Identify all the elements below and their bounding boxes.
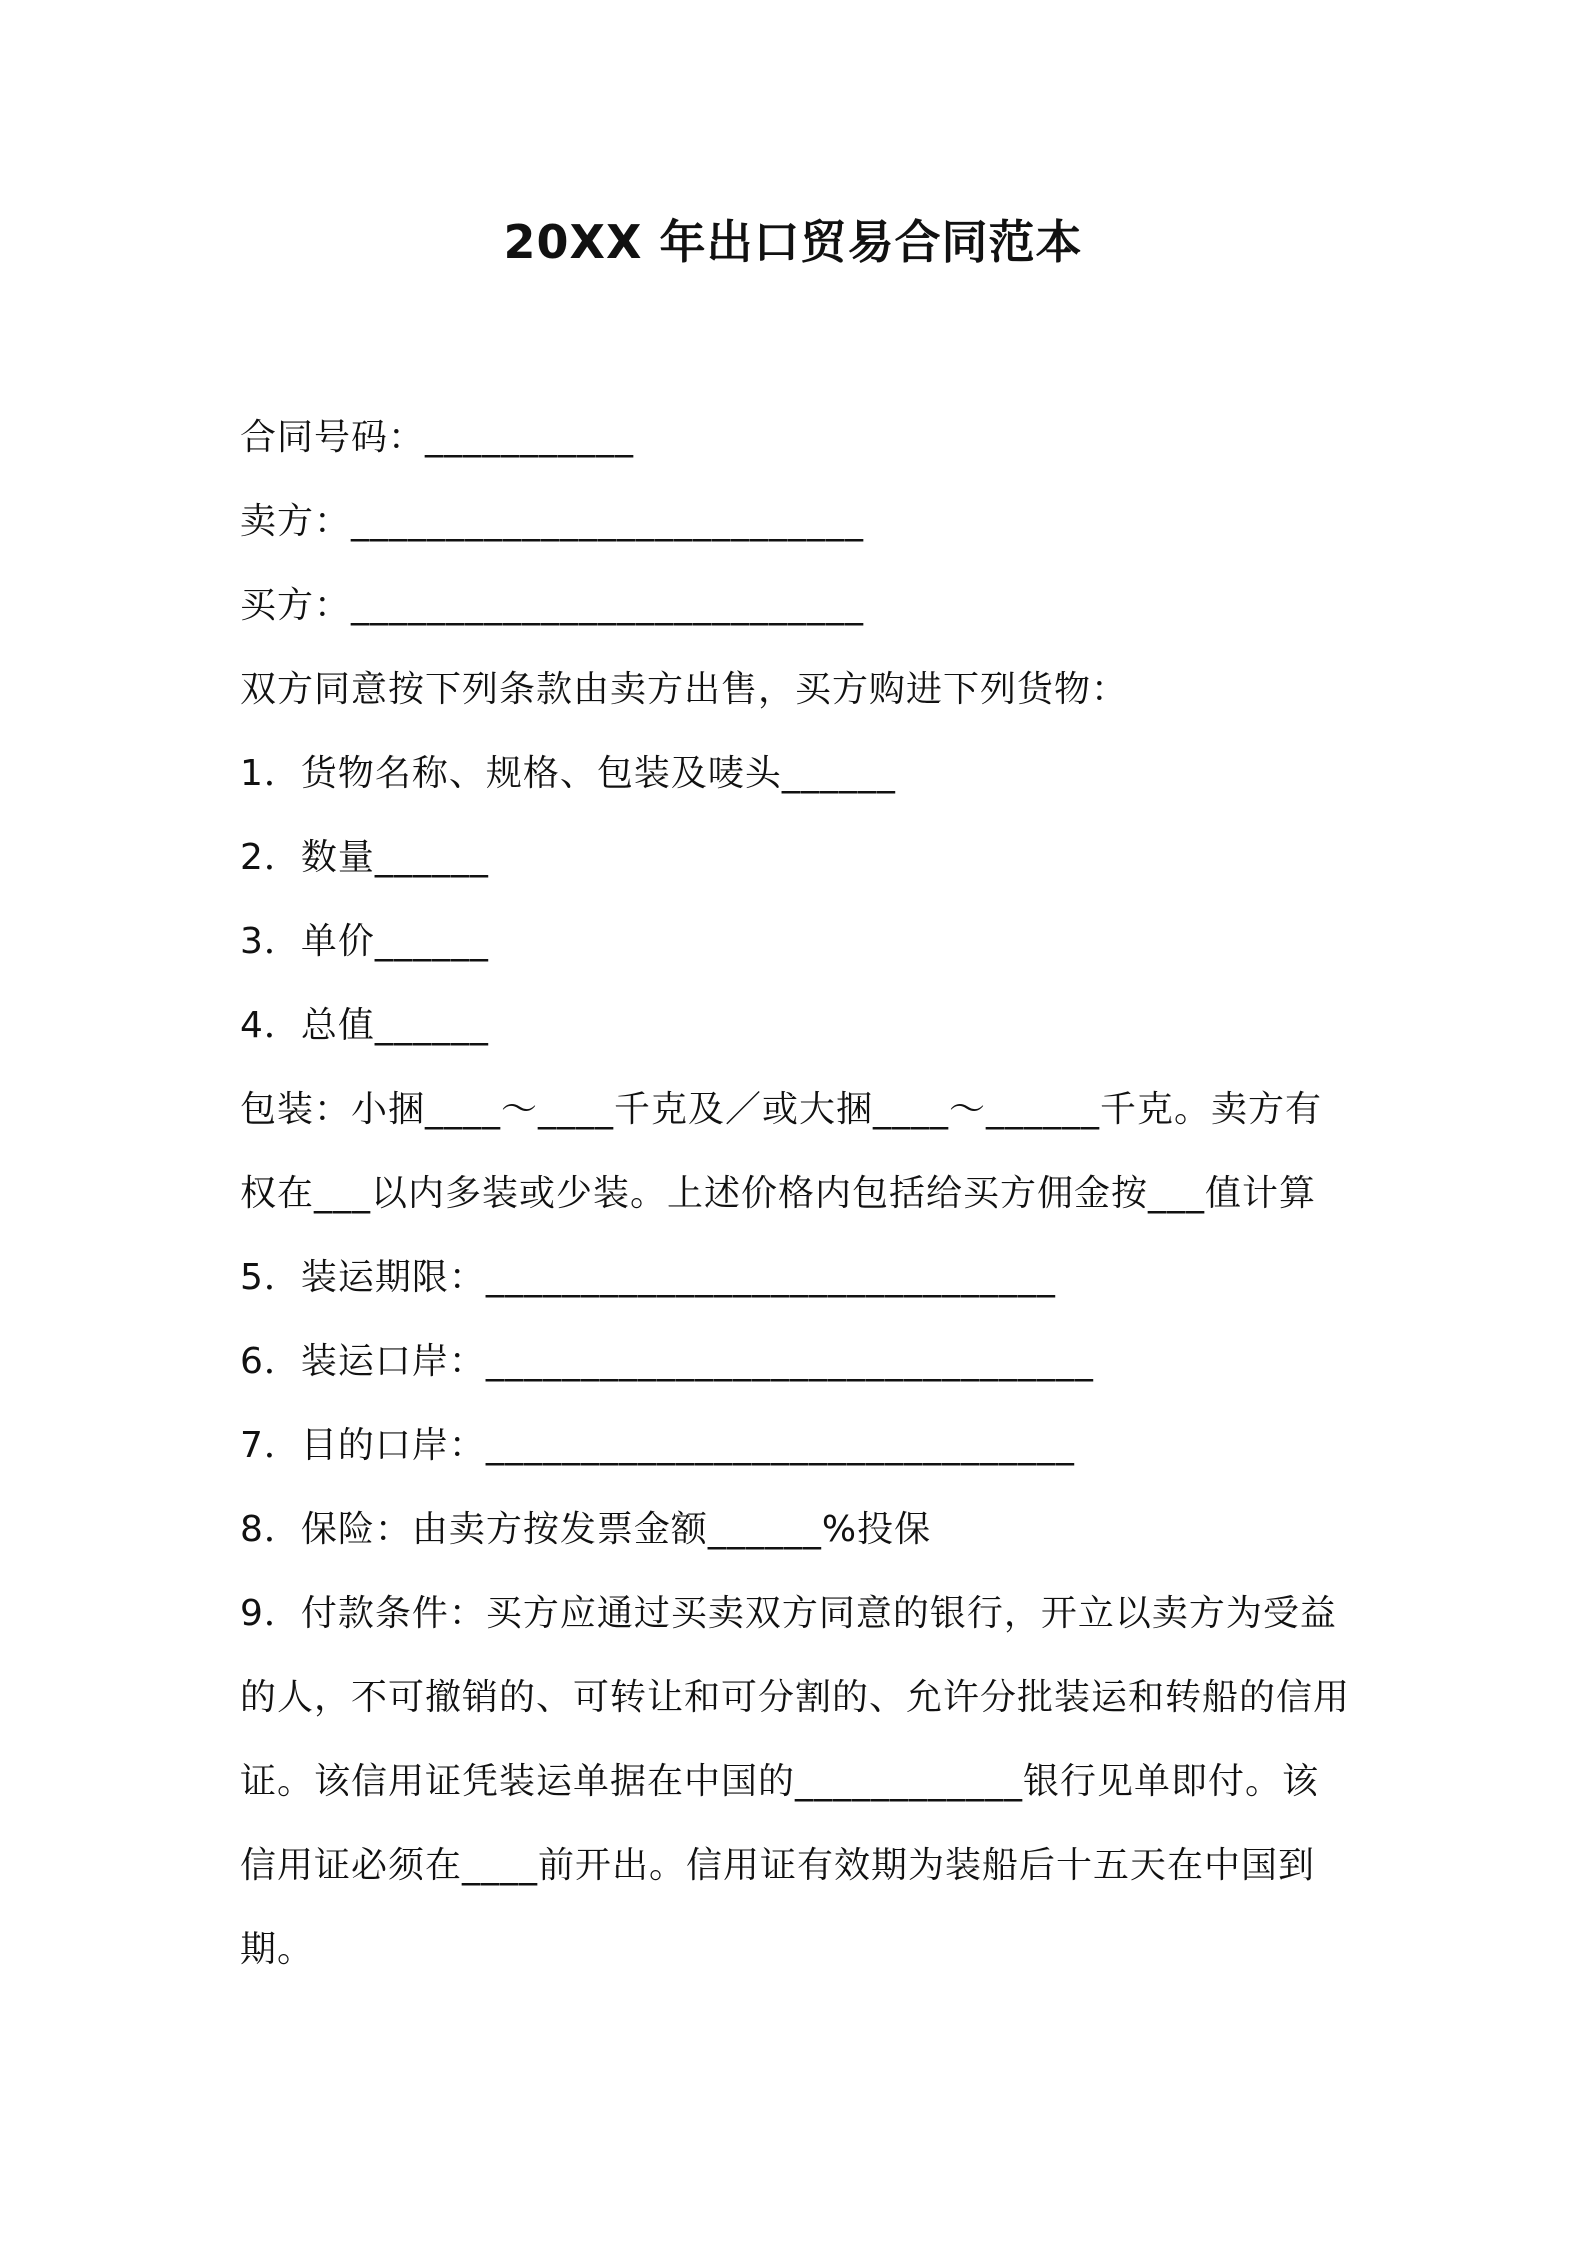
payment-terms-line-3: 证。该信用证凭装运单据在中国的____________银行见单即付。该 xyxy=(240,1761,1320,1802)
clause-goods-line: 1．货物名称、规格、包装及唛头______ xyxy=(240,753,896,794)
clause-loading-port-line: 6．装运口岸：________________________________ xyxy=(240,1341,1094,1382)
payment-terms-line-4: 信用证必须在____前开出。信用证有效期为装船后十五天在中国到 xyxy=(240,1845,1316,1886)
payment-terms-line-1: 9．付款条件：买方应通过买卖双方同意的银行，开立以卖方为受益 xyxy=(240,1593,1337,1634)
clause-total-value-line: 4．总值______ xyxy=(240,1005,489,1046)
clause-shipment-period-line: 5．装运期限：______________________________ xyxy=(240,1257,1056,1298)
payment-terms-line-5: 期。 xyxy=(240,1929,315,1970)
agreement-intro-line: 双方同意按下列条款由卖方出售，买方购进下列货物： xyxy=(240,669,1129,710)
contract-number-line: 合同号码：___________ xyxy=(240,417,635,458)
clause-destination-port-line: 7．目的口岸：_______________________________ xyxy=(240,1425,1075,1466)
clause-insurance-line: 8．保险：由卖方按发票金额______%投保 xyxy=(240,1509,932,1550)
packing-line-1: 包装：小捆____～____千克及／或大捆____～______千克。卖方有 xyxy=(240,1089,1323,1130)
document-title: 20XX 年出口贸易合同范本 xyxy=(503,215,1083,269)
buyer-line: 买方：___________________________ xyxy=(240,585,865,626)
document-body xyxy=(240,396,1360,1992)
clause-unit-price-line: 3．单价______ xyxy=(240,921,489,962)
seller-line: 卖方：___________________________ xyxy=(240,501,865,542)
packing-line-2: 权在___以内多装或少装。上述价格内包括给买方佣金按___值计算 xyxy=(240,1173,1317,1214)
clause-quantity-line: 2．数量______ xyxy=(240,837,489,878)
payment-terms-line-2: 的人，不可撤销的、可转让和可分割的、允许分批装运和转船的信用 xyxy=(240,1677,1351,1718)
